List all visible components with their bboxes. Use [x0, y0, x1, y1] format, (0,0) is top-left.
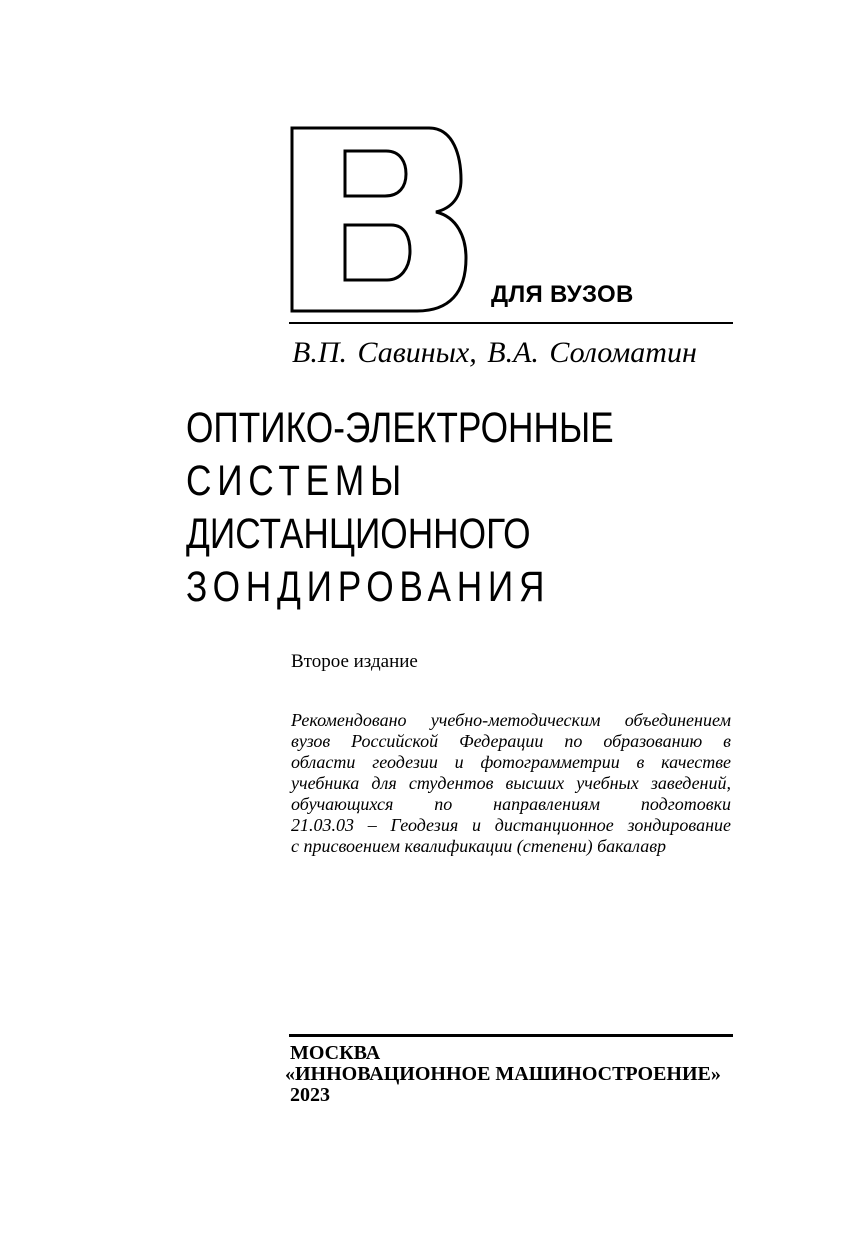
title-line: ЗОНДИРОВАНИЯ: [186, 563, 551, 611]
recommendation-line: Рекомендовано учебно-методическим объединением: [291, 710, 731, 730]
book-title: [186, 402, 645, 614]
edition: Второе издание: [291, 651, 418, 672]
title-line: ОПТИКО-ЭЛЕКТРОННЫЕ: [186, 404, 614, 452]
series-label: ДЛЯ ВУЗОВ: [491, 281, 634, 308]
top-rule: [289, 322, 733, 324]
recommendation-line: учебника для студентов высших учебных заведений,: [291, 773, 731, 793]
imprint-city: МОСКВА: [290, 1042, 381, 1064]
series-logo-letter-icon: [289, 125, 474, 315]
imprint: [285, 1043, 721, 1106]
recommendation-line: обучающихся по направлениям подготовки: [291, 794, 731, 814]
recommendation-line: области геодезии и фотограмметрии в качестве: [291, 752, 731, 772]
title-line: ДИСТАНЦИОННОГО: [186, 510, 531, 558]
bottom-rule: [289, 1034, 733, 1037]
recommendation-text: [291, 710, 731, 857]
authors: В.П. Савиных, В.А. Соломатин: [292, 336, 697, 369]
imprint-publisher: «ИННОВАЦИОННОЕ МАШИНОСТРОЕНИЕ»: [285, 1063, 721, 1085]
recommendation-line: с присвоением квалификации (степени) бакалавр: [291, 836, 667, 856]
recommendation-line: 21.03.03 – Геодезия и дистанционное зондирование: [291, 815, 731, 835]
title-line: СИСТЕМЫ: [186, 457, 407, 505]
recommendation-line: вузов Российской Федерации по образованию в: [291, 731, 731, 751]
series-logo: [289, 125, 474, 315]
imprint-year: 2023: [290, 1084, 330, 1106]
